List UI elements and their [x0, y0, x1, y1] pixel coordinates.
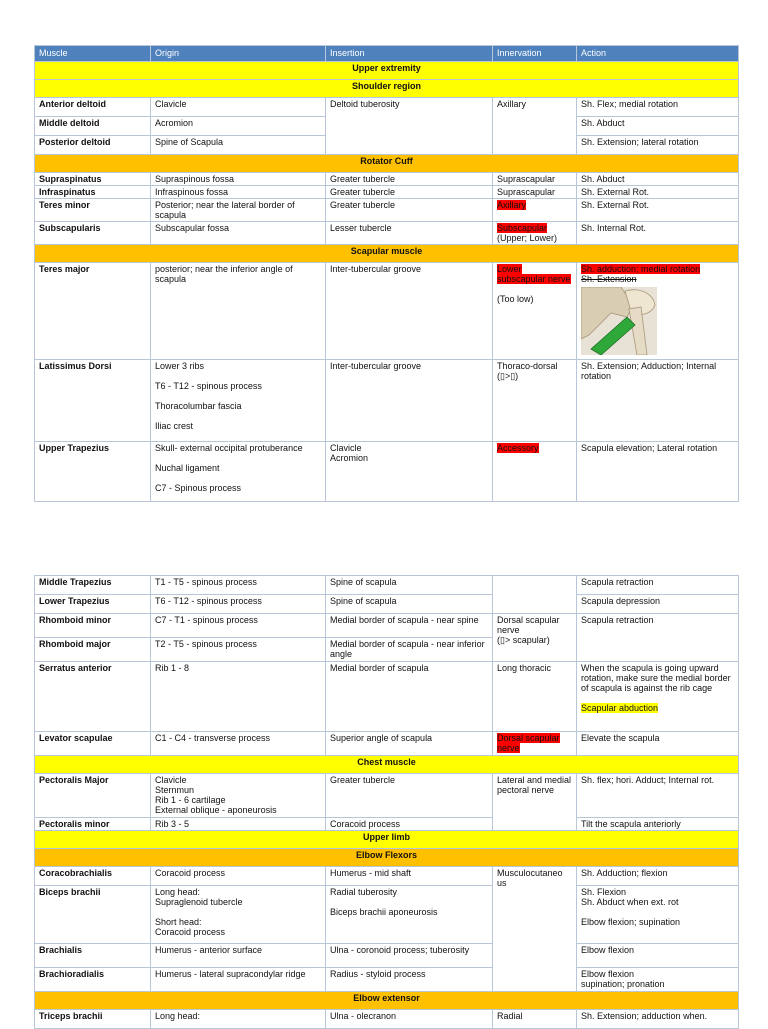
table-row [35, 173, 739, 186]
highlighted-text: Scapular abduction [581, 703, 659, 713]
section-elbow-extensor: Elbow extensor [35, 992, 739, 1010]
muscle-name: Rhomboid minor [35, 614, 151, 638]
muscle-name: Pectoralis minor [35, 818, 151, 831]
innervation-cell: Suprascapular [493, 173, 577, 186]
innervation-note: (Too low) [497, 294, 534, 304]
origin-line: Short head: [155, 917, 202, 927]
muscle-table-page-1 [34, 45, 739, 502]
muscle-name: Brachialis [35, 944, 151, 968]
muscle-name: Infraspinatus [35, 186, 151, 199]
highlighted-text: Lower subscapular nerve [497, 264, 571, 284]
header-origin: Origin [151, 46, 326, 62]
action-cell [577, 662, 739, 732]
section-row [35, 155, 739, 173]
insertion-cell: Greater tubercle [326, 199, 493, 222]
origin-cell: Humerus - lateral supracondylar ridge [151, 968, 326, 992]
origin-line: Thoracolumbar fascia [155, 401, 242, 411]
section-row [35, 831, 739, 849]
insertion-text: Radial tuberosity [330, 887, 398, 897]
origin-cell: T6 - T12 - spinous process [151, 595, 326, 614]
origin-cell: Spine of Scapula [151, 136, 326, 155]
section-upper-limb: Upper limb [35, 831, 739, 849]
table-row [35, 199, 739, 222]
insertion-cell: Ulna - coronoid process; tuberosity [326, 944, 493, 968]
muscle-name: Middle deltoid [35, 117, 151, 136]
innervation-cell [493, 614, 577, 662]
origin-line: Clavicle [155, 775, 187, 785]
action-cell: Elbow flexion [577, 944, 739, 968]
origin-line: Rib 1 - 6 cartilage [155, 795, 226, 805]
muscle-name: Subscapularis [35, 222, 151, 245]
origin-cell [151, 442, 326, 502]
table-header-row [35, 46, 739, 62]
teres-major-illustration [581, 287, 657, 355]
insertion-text: Clavicle [330, 443, 362, 453]
innervation-cell: Suprascapular [493, 186, 577, 199]
innervation-cell [493, 263, 577, 360]
table-row [35, 595, 739, 614]
action-cell: Scapula depression [577, 595, 739, 614]
table-row [35, 818, 739, 831]
origin-line: Skull- external occipital protuberance [155, 443, 303, 453]
insertion-cell [326, 886, 493, 944]
action-cell: Elevate the scapula [577, 732, 739, 756]
table-row [35, 98, 739, 117]
muscle-name: Pectoralis Major [35, 774, 151, 818]
table-row [35, 186, 739, 199]
innervation-note: (Upper; Lower) [497, 233, 558, 243]
insertion-cell: Deltoid tuberosity [326, 98, 493, 155]
innervation-cell [493, 199, 577, 222]
innervation-cell [493, 442, 577, 502]
muscle-name: Latissimus Dorsi [35, 360, 151, 442]
insertion-cell: Radius - styloid process [326, 968, 493, 992]
innervation-cell [493, 576, 577, 614]
muscle-name: Middle Trapezius [35, 576, 151, 595]
table-row [35, 222, 739, 245]
origin-line: Sternmun [155, 785, 195, 795]
section-row [35, 62, 739, 80]
insertion-cell: Greater tubercle [326, 186, 493, 199]
action-cell: Sh. Extension; Adduction; Internal rotation [577, 360, 739, 442]
muscle-name: Brachioradialis [35, 968, 151, 992]
table-row [35, 1010, 739, 1029]
action-cell: Sh. Extension; adduction when. [577, 1010, 739, 1029]
origin-cell: Rib 1 - 8 [151, 662, 326, 732]
origin-cell: Clavicle [151, 98, 326, 117]
innervation-cell: Axillary [493, 98, 577, 155]
innervation-cell: Musculocutaneo us [493, 867, 577, 992]
table-row [35, 732, 739, 756]
table-row [35, 886, 739, 944]
innervation-text: Thoraco-dorsal [497, 361, 558, 371]
section-row [35, 992, 739, 1010]
header-innervation: Innervation [493, 46, 577, 62]
table-row [35, 576, 739, 595]
highlighted-text: Accessory [497, 443, 539, 453]
innervation-cell [493, 360, 577, 442]
section-scapular-muscle: Scapular muscle [35, 245, 739, 263]
action-cell: Sh. External Rot. [577, 186, 739, 199]
table-row [35, 662, 739, 732]
insertion-cell: Lesser tubercle [326, 222, 493, 245]
innervation-cell: Lateral and medial pectoral nerve [493, 774, 577, 831]
origin-cell: Long head: [151, 1010, 326, 1029]
table-row [35, 360, 739, 442]
insertion-cell: Inter-tubercular groove [326, 263, 493, 360]
muscle-name: Serratus anterior [35, 662, 151, 732]
muscle-name: Teres major [35, 263, 151, 360]
muscle-name: Upper Trapezius [35, 442, 151, 502]
section-row [35, 756, 739, 774]
origin-cell: T2 - T5 - spinous process [151, 638, 326, 662]
action-cell: Sh. Abduct [577, 173, 739, 186]
highlighted-text: Subscapular [497, 223, 548, 233]
table-row [35, 263, 739, 360]
muscle-name: Supraspinatus [35, 173, 151, 186]
action-cell: Sh. Internal Rot. [577, 222, 739, 245]
origin-line: C7 - Spinous process [155, 483, 242, 493]
origin-line: Nuchal ligament [155, 463, 220, 473]
origin-cell: Rib 3 - 5 [151, 818, 326, 831]
origin-cell: Humerus - anterior surface [151, 944, 326, 968]
action-cell: Tilt the scapula anteriorly [577, 818, 739, 831]
muscle-name: Levator scapulae [35, 732, 151, 756]
insertion-cell: Spine of scapula [326, 576, 493, 595]
section-row [35, 849, 739, 867]
origin-cell: C7 - T1 - spinous process [151, 614, 326, 638]
table-row [35, 944, 739, 968]
insertion-cell: Ulna - olecranon [326, 1010, 493, 1029]
insertion-cell: Medial border of scapula - near spine [326, 614, 493, 638]
origin-cell: posterior; near the inferior angle of scapula [151, 263, 326, 360]
muscle-name: Teres minor [35, 199, 151, 222]
highlighted-text: Axillary [497, 200, 527, 210]
struck-text: Sh. Extension [581, 274, 637, 284]
origin-line: Coracoid process [155, 927, 226, 937]
insertion-cell: Greater tubercle [326, 173, 493, 186]
table-row [35, 774, 739, 818]
origin-line: Iliac crest [155, 421, 194, 431]
insertion-cell: Superior angle of scapula [326, 732, 493, 756]
section-chest-muscle: Chest muscle [35, 756, 739, 774]
origin-cell: Supraspinous fossa [151, 173, 326, 186]
innervation-note: (▯>▯) [497, 371, 519, 381]
origin-cell: T1 - T5 - spinous process [151, 576, 326, 595]
innervation-text: Dorsal scapular nerve [497, 615, 560, 635]
insertion-cell: Greater tubercle [326, 774, 493, 818]
insertion-cell: Humerus - mid shaft [326, 867, 493, 886]
origin-line: Supraglenoid tubercle [155, 897, 243, 907]
origin-line: T6 - T12 - spinous process [155, 381, 262, 391]
insertion-text: Biceps brachii aponeurosis [330, 907, 438, 917]
muscle-name: Anterior deltoid [35, 98, 151, 117]
action-cell: Sh. Abduct [577, 117, 739, 136]
muscle-name: Triceps brachii [35, 1010, 151, 1029]
action-cell: Scapula elevation; Lateral rotation [577, 442, 739, 502]
origin-cell [151, 360, 326, 442]
origin-cell: Coracoid process [151, 867, 326, 886]
insertion-cell: Medial border of scapula - near inferior angle [326, 638, 493, 662]
action-cell: Sh. Adduction; flexion [577, 867, 739, 886]
action-cell [577, 263, 739, 360]
innervation-cell [493, 222, 577, 245]
action-cell [577, 886, 739, 944]
innervation-cell: Radial [493, 1010, 577, 1029]
muscle-table-page-2 [34, 575, 739, 1029]
origin-cell: Subscapular fossa [151, 222, 326, 245]
table-row [35, 442, 739, 502]
action-line: Elbow flexion; supination [581, 917, 681, 927]
header-action: Action [577, 46, 739, 62]
highlighted-text: Sh. adduction; medial rotation [581, 264, 701, 274]
header-muscle: Muscle [35, 46, 151, 62]
table-row [35, 867, 739, 886]
action-line: Elbow flexion [581, 969, 635, 979]
insertion-cell [326, 442, 493, 502]
section-rotator-cuff: Rotator Cuff [35, 155, 739, 173]
muscle-name: Biceps brachii [35, 886, 151, 944]
section-upper-extremity: Upper extremity [35, 62, 739, 80]
muscle-name: Posterior deltoid [35, 136, 151, 155]
origin-cell [151, 774, 326, 818]
innervation-cell [493, 732, 577, 756]
action-line: Sh. Flexion [581, 887, 627, 897]
insertion-cell: Coracoid process [326, 818, 493, 831]
origin-line: Lower 3 ribs [155, 361, 205, 371]
origin-line: Long head: [155, 887, 201, 897]
insertion-text: Acromion [330, 453, 369, 463]
origin-cell: Acromion [151, 117, 326, 136]
action-cell: Scapula retraction [577, 576, 739, 595]
insertion-cell: Spine of scapula [326, 595, 493, 614]
insertion-cell: Medial border of scapula [326, 662, 493, 732]
action-cell: Sh. Flex; medial rotation [577, 98, 739, 117]
innervation-note: (▯> scapular) [497, 635, 550, 645]
origin-cell: Posterior; near the lateral border of scapula [151, 199, 326, 222]
action-text: When the scapula is going upward rotation, make sure the medial border of scapula is against the rib cage [581, 663, 731, 693]
section-shoulder-region: Shoulder region [35, 80, 739, 98]
origin-cell: Infraspinous fossa [151, 186, 326, 199]
table-row [35, 968, 739, 992]
action-cell: Scapula retraction [577, 614, 739, 662]
muscle-name: Rhomboid major [35, 638, 151, 662]
table-row [35, 614, 739, 638]
origin-cell: C1 - C4 - transverse process [151, 732, 326, 756]
section-elbow-flexors: Elbow Flexors [35, 849, 739, 867]
origin-cell [151, 886, 326, 944]
innervation-cell: Long thoracic [493, 662, 577, 732]
action-cell [577, 968, 739, 992]
action-cell: Sh. External Rot. [577, 199, 739, 222]
action-cell: Sh. flex; hori. Adduct; Internal rot. [577, 774, 739, 818]
muscle-name: Lower Trapezius [35, 595, 151, 614]
header-insertion: Insertion [326, 46, 493, 62]
action-cell: Sh. Extension; lateral rotation [577, 136, 739, 155]
action-line: supination; pronation [581, 979, 665, 989]
origin-line: External oblique - aponeurosis [155, 805, 277, 815]
section-row [35, 245, 739, 263]
action-line: Sh. Abduct when ext. rot [581, 897, 679, 907]
highlighted-text: Dorsal scapular nerve [497, 733, 560, 753]
section-row [35, 80, 739, 98]
insertion-cell: Inter-tubercular groove [326, 360, 493, 442]
muscle-name: Coracobrachialis [35, 867, 151, 886]
